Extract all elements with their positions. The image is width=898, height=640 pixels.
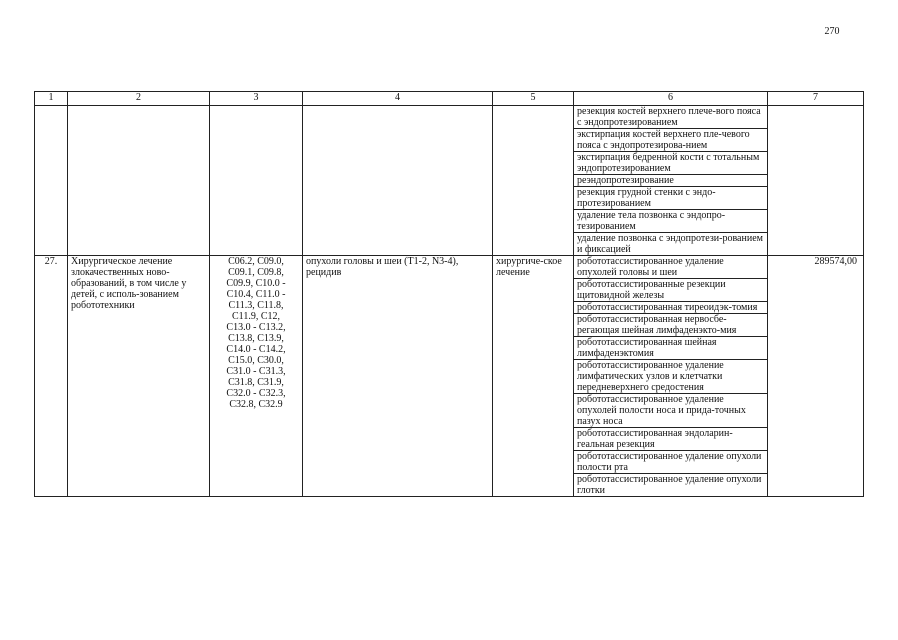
header-col-1: 1: [35, 92, 68, 106]
method-item: робототассистированное удаление опухоли глотки: [577, 474, 762, 496]
icd-code-line: C13.8, C13.9,: [228, 333, 284, 344]
price-value: 289574,00: [768, 256, 864, 497]
patient-model: опухоли головы и шеи (T1-2, N3-4), рецидив: [303, 256, 493, 497]
icd-code-line: C10.4, C11.0 -: [226, 289, 286, 300]
row-27: [35, 256, 864, 497]
cont-codes-cell: [210, 106, 303, 256]
continuation-row: [35, 106, 864, 256]
cont-price-cell: [768, 106, 864, 256]
method-item: робототассистированное удаление лимфатических узлов и клетчатки передневерхнего средостения: [574, 360, 767, 394]
method-item: экстирпация костей верхнего пле-чевого пояса с эндопротезирова-нием: [574, 129, 767, 152]
header-col-4: 4: [303, 92, 493, 106]
icd-code-line: C31.8, C31.9,: [228, 377, 284, 388]
method-item: робототассистированное удаление опухолей полости носа и прида-точных пазух носа: [574, 394, 767, 428]
icd-code-line: C14.0 - C14.2,: [226, 344, 286, 355]
header-col-3: 3: [210, 92, 303, 106]
method-item: удаление позвонка с эндопротези-рованием и фиксацией: [577, 233, 763, 255]
method-item: экстирпация бедренной кости с тотальным эндопротезированием: [574, 152, 767, 175]
method-item: резекция костей верхнего плече-вого пояса с эндопротезированием: [574, 106, 767, 129]
cont-num-cell: [35, 106, 68, 256]
header-row: [35, 92, 864, 106]
header-col-7: 7: [768, 92, 864, 106]
header-col-6: 6: [574, 92, 768, 106]
cont-methods-cell: [574, 106, 768, 256]
method-item: резекция грудной стенки с эндо-протезированием: [574, 187, 767, 210]
method-item: робототассистированная эндоларин-геальная резекция: [574, 428, 767, 451]
method-item: робототассистированные резекции щитовидной железы: [574, 279, 767, 302]
cont-name-cell: [68, 106, 210, 256]
page-number: 270: [824, 26, 840, 37]
method-item: реэндопротезирование: [574, 175, 767, 187]
header-col-2: 2: [68, 92, 210, 106]
method-item: удаление тела позвонка с эндопро-тезированием: [574, 210, 767, 233]
method-item: робототассистированная шейная лимфаденэктомия: [574, 337, 767, 360]
icd-code-line: C11.9, C12,: [232, 311, 280, 322]
cont-model-cell: [303, 106, 493, 256]
method-item: робототассистированное удаление опухоли полости рта: [574, 451, 767, 474]
method-item: робототассистированная нервосбе-регающая шейная лимфаденэкто-мия: [574, 314, 767, 337]
header-col-5: 5: [493, 92, 574, 106]
method-item: робототассистированная тиреоидэк-томия: [574, 302, 767, 314]
cont-type-cell: [493, 106, 574, 256]
care-name: Хирургическое лечение злокачественных ново-образований, в том числе у детей, с исполь-зованием робототехники: [68, 256, 210, 497]
icd-code-line: C15.0, C30.0,: [228, 355, 284, 366]
icd-code-line: C11.3, C11.8,: [228, 300, 284, 311]
icd-code-line: C32.0 - C32.3,: [226, 388, 286, 399]
row-number: 27.: [35, 256, 68, 497]
icd-code-line: C09.1, C09.8,: [228, 267, 284, 278]
icd-code-line: C09.9, C10.0 -: [226, 278, 286, 289]
treatment-methods: [574, 256, 768, 497]
treatment-type: хирургиче-ское лечение: [493, 256, 574, 497]
icd-codes: [210, 256, 303, 497]
icd-code-line: C31.0 - C31.3,: [226, 366, 286, 377]
icd-code-line: C13.0 - C13.2,: [226, 322, 286, 333]
medical-care-table: [34, 91, 864, 497]
method-item: робототассистированное удаление опухолей головы и шеи: [574, 256, 767, 279]
icd-code-line: C06.2, C09.0,: [228, 256, 284, 267]
icd-code-line: C32.8, C32.9: [229, 399, 283, 410]
